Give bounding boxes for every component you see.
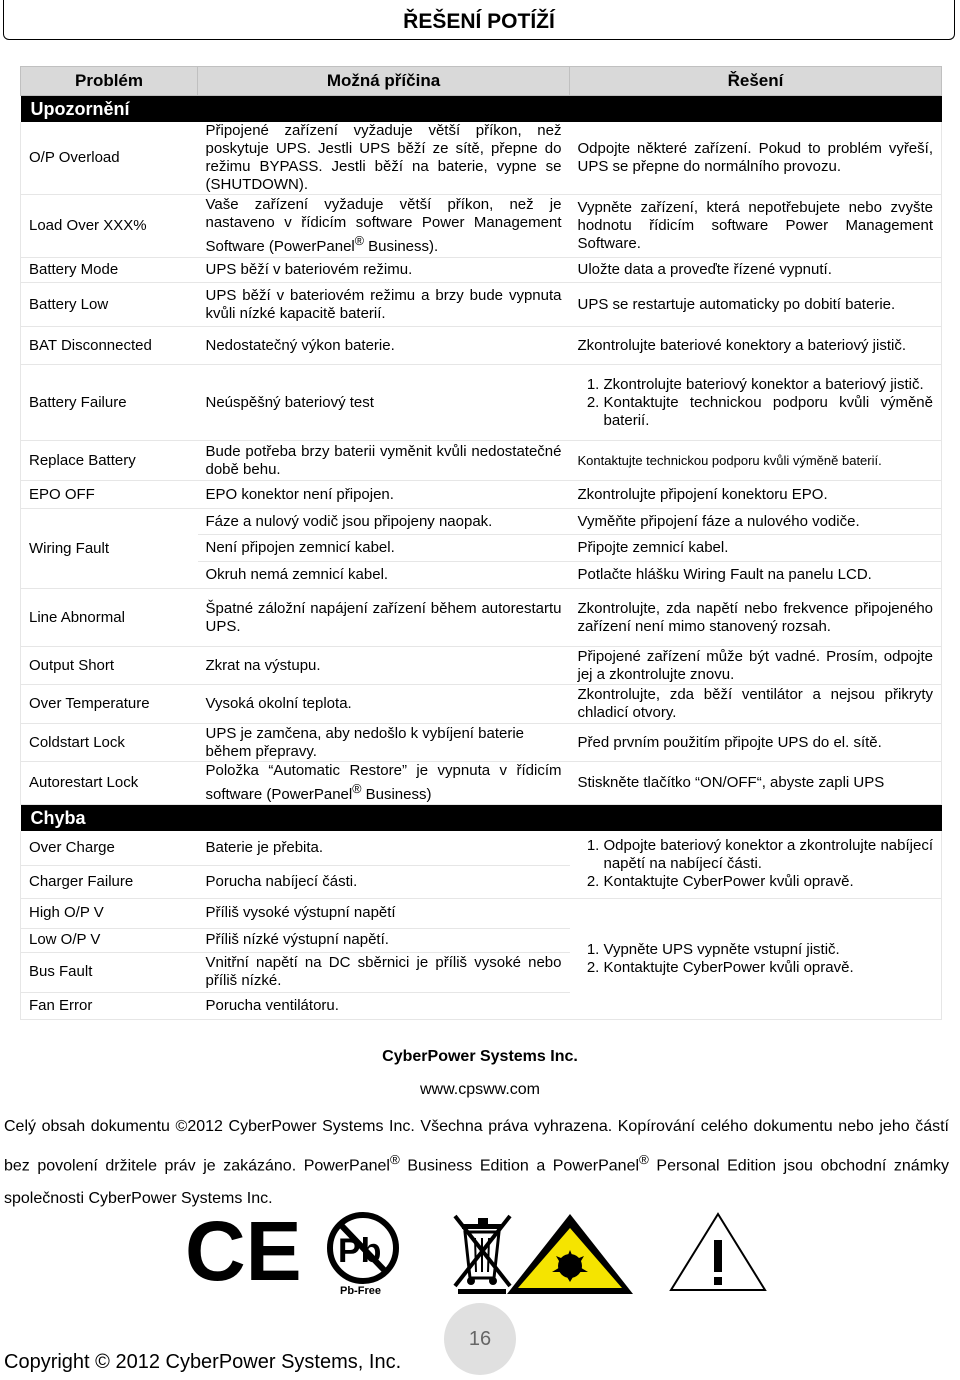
solution-cell: Stiskněte tlačítko “ON/OFF“, abyste zapli UPS [570,762,942,805]
section-warnings-label: Upozornění [21,96,942,123]
table-row [21,195,942,258]
section-errors-label: Chyba [21,805,942,832]
table-row [21,327,942,365]
problem-cell: Battery Failure [21,365,198,441]
solution-cell: Kontaktujte technickou podporu kvůli výměně baterií. [570,441,942,481]
troubleshooting-table [20,66,942,1020]
solution-step: 2. Kontaktujte technickou podporu kvůli výměně baterií. [604,394,934,430]
solution-cell: Zkontrolujte bateriové konektory a bateriový jistič. [570,327,942,365]
problem-cell: Autorestart Lock [21,762,198,805]
cause-text-end: Business). [363,238,439,255]
table-row [21,441,942,481]
problem-cell: BAT Disconnected [21,327,198,365]
problem-cell: Load Over XXX% [21,195,198,258]
solution-step: 2. Kontaktujte CyberPower kvůli opravě. [604,959,934,977]
registered-mark: ® [352,782,362,796]
solution-list [578,837,934,891]
table-row [21,762,942,805]
header-problem: Problém [21,67,198,96]
pb-free-icon [330,1215,396,1295]
table-row [21,283,942,327]
problem-cell: High O/P V [21,898,198,928]
table-row [21,898,942,928]
cause-cell: Neúspěšný bateriový test [198,365,570,441]
header-cause: Možná příčina [198,67,570,96]
page-title: ŘEŠENÍ POTÍŽÍ [3,0,955,40]
ce-mark-text: CE [185,1210,302,1295]
table-header-row [21,67,942,96]
legal-text: 2012 CyberPower Systems Inc. Všechna práva vyhrazena. Kopírování celého dokumentu nebo jeho částí bez povolení držitele práv je zakázáno. PowerPanel [4,1118,949,1175]
problem-cell: Coldstart Lock [21,724,198,762]
cause-cell: EPO konektor není připojen. [198,481,570,509]
table-row [21,831,942,865]
solution-cell: Před prvním použitím připojte UPS do el. sítě. [570,724,942,762]
cause-text-end: Business) [361,786,432,803]
header-solution: Řešení [570,67,942,96]
table-row [21,724,942,762]
cause-cell: Špatné záložní napájení zařízení během autorestartu UPS. [198,589,570,647]
solution-cell: UPS se restartuje automaticky po dobití baterie. [570,283,942,327]
cause-cell [198,195,570,258]
legal-text: Celý obsah dokumentu [4,1118,176,1135]
cause-cell: UPS běží v bateriovém režimu. [198,258,570,283]
solution-cell: Uložte data a proveďte řízené vypnutí. [570,258,942,283]
ce-mark-icon [185,1210,302,1295]
problem-cell: O/P Overload [21,122,198,195]
problem-cell: EPO OFF [21,481,198,509]
table-row [21,685,942,724]
table-row [21,365,942,441]
solution-list [578,376,934,430]
cause-cell: Vnitřní napětí na DC sběrnici je příliš vysoké nebo příliš nízké. [198,952,570,992]
cause-cell: Bude potřeba brzy baterii vyměnit kvůli nedostatečné době behu. [198,441,570,481]
table-row [21,122,942,195]
problem-cell: Output Short [21,647,198,685]
solution-cell: Připojte zemnicí kabel. [570,535,942,562]
problem-cell: Battery Mode [21,258,198,283]
legal-text: Personal Edition jsou obchodní známky společnosti CyberPower Systems Inc. [4,1157,950,1208]
table-row [21,509,942,535]
compliance-logos [0,1210,960,1295]
cause-cell: UPS je zamčena, aby nedošlo k vybíjení baterie během přepravy. [198,724,570,762]
problem-cell: Low O/P V [21,928,198,952]
solution-step: 2. Kontaktujte CyberPower kvůli opravě. [604,873,934,891]
problem-cell: Line Abnormal [21,589,198,647]
cause-cell: Baterie je přebita. [198,831,570,865]
solution-cell: Zkontrolujte, zda napětí nebo frekvence připojeného zařízení není mimo stanovený rozsah. [570,589,942,647]
table-row [21,589,942,647]
cause-cell: Fáze a nulový vodič jsou připojeny naopak. [198,509,570,535]
cause-cell: Nedostatečný výkon baterie. [198,327,570,365]
copyright-line: Copyright © 2012 CyberPower Systems, Inc. [4,1351,402,1373]
cause-cell: UPS běží v bateriovém režimu a brzy bude vypnuta kvůli nízké kapacitě baterií. [198,283,570,327]
solution-cell [570,898,942,1019]
solution-cell [570,831,942,898]
cause-text: Vaše zařízení vyžaduje větší příkon, než je nastaveno v řídicím software Power Management Software (PowerPanel [205,196,562,255]
pb-text: Pb [338,1232,382,1270]
registered-mark: ® [354,234,364,248]
table-row [21,647,942,685]
cause-cell: Zkrat na výstupu. [198,647,570,685]
footer-legal [4,1110,949,1215]
explosion-warning-icon [507,1214,633,1294]
cause-cell: Není připojen zemnicí kabel. [198,535,570,562]
problem-cell: Battery Low [21,283,198,327]
cause-cell [198,762,570,805]
cause-cell: Příliš nízké výstupní napětí. [198,928,570,952]
solution-cell: Zkontrolujte připojení konektoru EPO. [570,481,942,509]
problem-cell: Over Charge [21,831,198,865]
problem-cell: Replace Battery [21,441,198,481]
cause-cell: Připojené zařízení vyžaduje větší příkon, než poskytuje UPS. Jestli UPS běží ze sítě, přepne do režimu BYPASS. Jestli běží na baterie, vypne se (SHUTDOWN). [198,122,570,195]
solution-step: 1. Vypněte UPS vypněte vstupní jistič. [604,941,934,959]
solution-cell: Odpojte některé zařízení. Pokud to problém vyřeší, UPS se přepne do normálního provozu. [570,122,942,195]
cause-cell: Okruh nemá zemnicí kabel. [198,562,570,589]
solution-cell: Vyměňte připojení fáze a nulového vodiče. [570,509,942,535]
problem-cell: Charger Failure [21,865,198,898]
footer-url: www.cpsww.com [419,1081,541,1098]
solution-step: 1. Odpojte bateriový konektor a zkontrolujte nabíjecí napětí na nabíjecí části. [604,837,934,873]
solution-cell: Vypněte zařízení, která nepotřebujete nebo zvyšte hodnotu řídicím software Power Management Software. [570,195,942,258]
solution-list [578,941,934,977]
section-warnings [21,96,942,123]
legal-text: Business Edition a PowerPanel [399,1157,640,1175]
weee-bin-icon [455,1216,510,1294]
problem-cell: Bus Fault [21,952,198,992]
solution-step: 1. Zkontrolujte bateriový konektor a bateriový jistič. [604,376,934,394]
footer-company: CyberPower Systems Inc. [382,1048,578,1065]
copyright-symbol: © [175,1118,188,1135]
problem-cell: Wiring Fault [21,509,198,589]
warning-icon [671,1214,765,1290]
solution-cell: Zkontrolujte, zda běží ventilátor a nejsou přikryty chladicí otvory. [570,685,942,724]
problem-cell: Fan Error [21,992,198,1019]
table-row [21,481,942,509]
registered-mark: ® [639,1152,649,1167]
table-row [21,258,942,283]
section-errors [21,805,942,832]
page-number-badge: 16 [444,1303,516,1375]
cause-cell: Porucha nabíjecí části. [198,865,570,898]
cause-cell: Vysoká okolní teplota. [198,685,570,724]
solution-cell: Potlačte hlášku Wiring Fault na panelu LCD. [570,562,942,589]
pb-caption: Pb-Free [340,1285,381,1295]
solution-cell: Připojené zařízení může být vadné. Prosím, odpojte jej a zkontrolujte znovu. [570,647,942,685]
cause-cell: Porucha ventilátoru. [198,992,570,1019]
cause-cell: Příliš vysoké výstupní napětí [198,898,570,928]
cause-text: Položka “Automatic Restore” je vypnuta v řídicím software (PowerPanel [205,762,562,803]
problem-cell: Over Temperature [21,685,198,724]
solution-cell [570,365,942,441]
registered-mark: ® [389,1152,400,1167]
